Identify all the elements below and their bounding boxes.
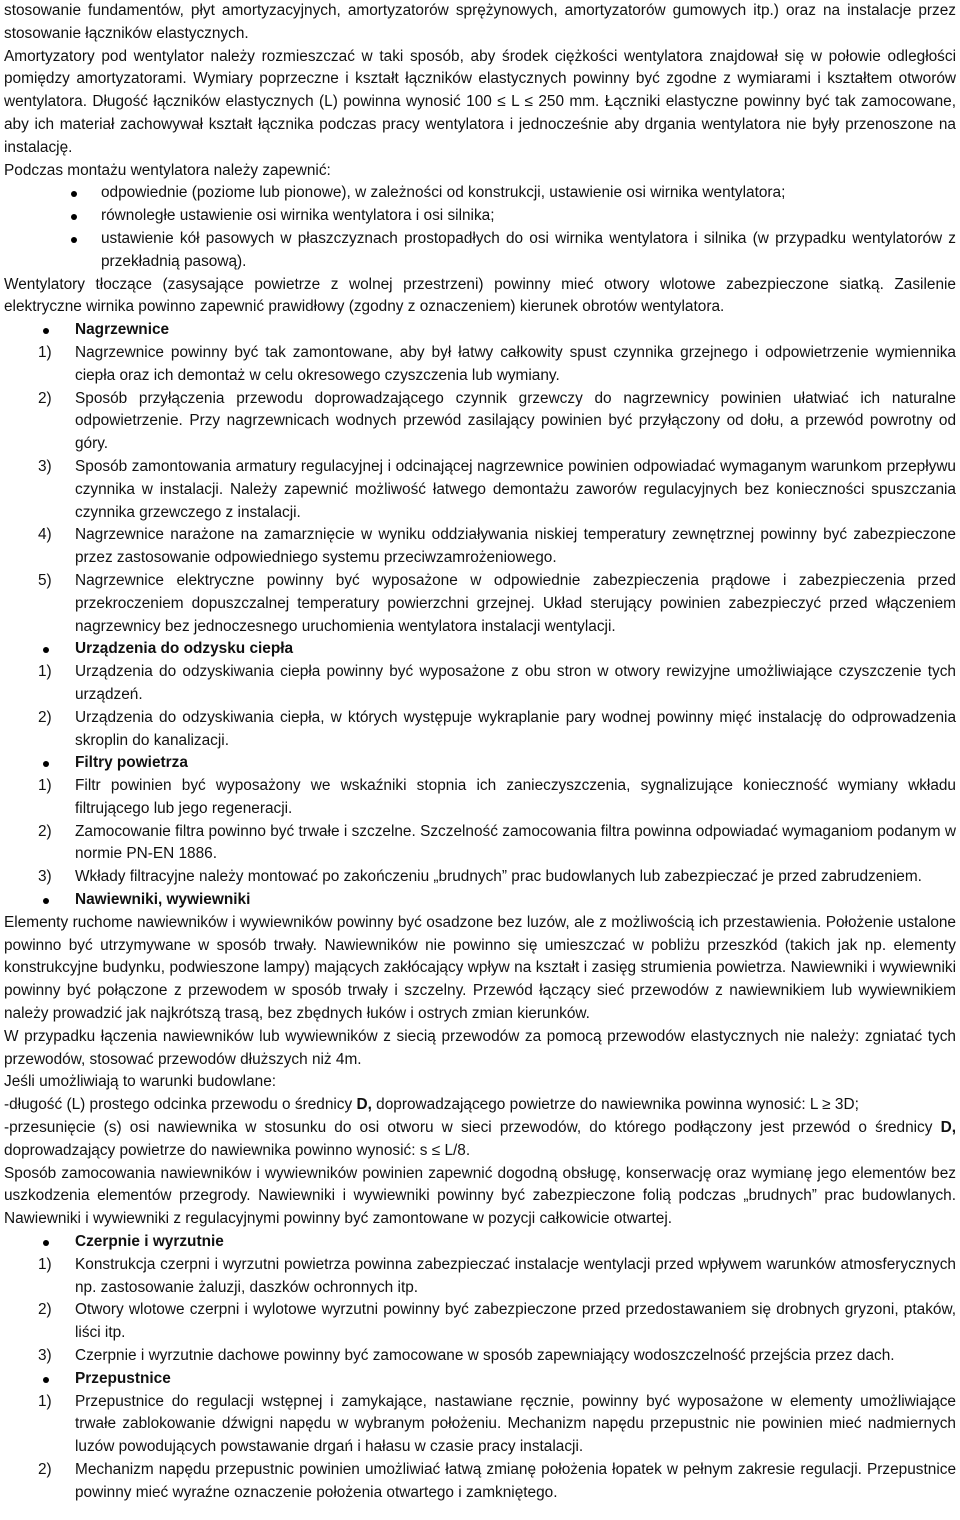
item-number: 3) [38, 1347, 52, 1365]
bullet-icon [43, 1377, 49, 1383]
item-number: 2) [38, 1461, 52, 1478]
section-heading-nagrzewnice [4, 319, 956, 342]
item-text: Nagrzewnice elektryczne powinny być wyposażone w odpowiednie zabezpieczenia prądowe i zabezpieczenia przed przekroczeniem dopuszczalnej temperatury powierzchni grzejnej. Układ sterujący powinien zabezpieczyć przed włączeniem nagrzewnicy bez jednoczesnego uruchomienia wentylatora instalacji wentylacji. [75, 571, 956, 635]
bullet-icon [43, 761, 49, 767]
list-item [4, 456, 956, 524]
condition-symbol: D, [356, 1096, 372, 1114]
list-item [4, 524, 956, 570]
bullet-text: odpowiednie (poziome lub pionowe), w zależności od konstrukcji, ustawienie osi wirnika wentylatora; [101, 184, 786, 202]
montage-bullet-1 [4, 182, 956, 205]
item-number: 3) [38, 868, 52, 886]
section-title: Nagrzewnice [75, 321, 170, 339]
condition-text: -przesunięcie (s) osi nawiewnika w stosunku do osi otworu w sieci przewodów, do którego podłączony jest przewód o średnicy [4, 1119, 941, 1137]
bullet-icon [71, 191, 77, 197]
list-item [4, 821, 956, 867]
intro-paragraph-3: Podczas montażu wentylatora należy zapewnić: [4, 161, 331, 179]
item-text: Urządzenia do odzyskiwania ciepła powinny być wyposażone z obu stron w otwory rewizyjne umożliwiające czyszczenie tych urządzeń. [75, 663, 956, 703]
item-text: Mechanizm napędu przepustnic powinien umożliwiać łatwą zmianę położenia łopatek w pełnym zakresie regulacji. Przepustnice powinny mieć wyraźne oznaczenie położenia otwartego i zamkniętego. [75, 1461, 956, 1501]
section-heading-czerpnie [4, 1231, 956, 1254]
item-number: 2) [38, 389, 52, 407]
item-number: 2) [38, 1301, 52, 1319]
item-number: 3) [38, 457, 52, 475]
list-item [4, 570, 956, 638]
item-text: Sposób zamontowania armatury regulacyjnej i odcinającej nagrzewnice powinien odpowiadać wymaganym warunkom przepływu czynnika w instalacji. Należy zapewnić możliwość łatwego demontażu zaworów regulacyjnych bez konieczności spuszczania czynnika grzewczego z instalacji. [75, 457, 956, 521]
section-heading-przepustnice [4, 1368, 956, 1391]
list-item [4, 1299, 956, 1345]
bullet-icon [71, 237, 77, 243]
list-item [4, 1345, 956, 1368]
list-item [4, 1459, 956, 1505]
condition-text: doprowadzającego powietrze do nawiewnika powinna wynosić: L ≥ 3D; [371, 1096, 859, 1114]
item-number: 1) [38, 777, 52, 795]
item-number: 4) [38, 526, 52, 544]
item-number: 1) [38, 663, 52, 681]
item-text: Urządzenia do odzyskiwania ciepła, w których występuje wykraplanie pary wodnej powinny mięć instalację do odprowadzenia skroplin do kanalizacji. [75, 708, 956, 749]
nawiewniki-offset-condition [4, 1117, 956, 1163]
condition-text: -długość (L) prostego odcinka przewodu o średnicy [4, 1096, 357, 1114]
condition-symbol: D, [940, 1119, 956, 1137]
nawiewniki-paragraph-3: Jeśli umożliwiają to warunki budowlane: [4, 1073, 277, 1091]
bullet-text: ustawienie kół pasowych w płaszczyznach prostopadłych do osi wirnika wentylatora i silnika (w przypadku wentylatorów z przekładnią pasową). [101, 229, 956, 270]
list-item [4, 1254, 956, 1300]
intro-paragraph-2: Amortyzatory pod wentylator należy rozmieszczać w taki sposób, aby środek ciężkości wentylatora znajdował się w połowie odległości pomiędzy amortyzatorami. Wymiary poprzeczne i kształt łączników elastycznych powinny być zgodne z wymiarami i kształtem otworów wentylatora. Długość łączników elastycznych (L) powinna wynosić 100 ≤ L ≤ 250 mm. Łączniki elastyczne powinny być tak zamocowane, aby ich materiał zachowywał kształt łącznika podczas pracy wentylatora i jednocześnie aby drgania wentylatora nie były przenoszone na instalację. [4, 47, 956, 156]
condition-text: doprowadzający powietrze do nawiewnika powinno wynosić: s ≤ L/8. [4, 1141, 471, 1159]
item-number: 1) [38, 343, 52, 361]
list-item [4, 866, 956, 889]
item-text: Otwory wlotowe czerpni i wylotowe wyrzutni powinny być zabezpieczone przed przedostawaniem się drobnych gryzoni, ptaków, liści itp. [75, 1301, 956, 1342]
list-item [4, 342, 956, 388]
section-title: Czerpnie i wyrzutnie [75, 1233, 224, 1251]
list-item [4, 775, 956, 821]
section-heading-nawiewniki [4, 889, 956, 912]
bullet-icon [43, 1240, 49, 1246]
nawiewniki-length-condition [4, 1094, 956, 1117]
section-title: Urządzenia do odzysku ciepła [75, 640, 294, 658]
item-text: Zamocowanie filtra powinno być trwałe i szczelne. Szczelność zamocowania filtra powinna odpowiadać wymaganiom podanym w normie PN-EN 1886. [75, 822, 956, 863]
section-heading-odzysk [4, 638, 956, 661]
list-item [4, 388, 956, 456]
bullet-icon [43, 898, 49, 904]
item-text: Sposób przyłączenia przewodu doprowadzającego czynnik grzewczy do nagrzewnicy powinien ułatwiać ich naturalne odpowietrzenie. Przy nagrzewnicach wodnych przewód zasilający powinien być przyłączony od dołu, a przewód powrotny od góry. [75, 389, 956, 453]
bullet-icon [43, 328, 49, 334]
list-item [4, 1391, 956, 1459]
item-text: Filtr powinien być wyposażony we wskaźniki stopnia ich zanieczyszczenia, sygnalizujące konieczność wymiany wkładu filtrującego lub jego regeneracji. [75, 777, 956, 817]
montage-bullet-2 [4, 205, 956, 228]
item-number: 2) [38, 822, 52, 840]
after-bullets-paragraph: Wentylatory tłoczące (zasysające powietrze z wolnej przestrzeni) powinny mieć otwory wlotowe zabezpieczone siatką. Zasilenie elektryczne wirnika powinno zapewnić prawidłowy (zgodny z oznaczeniem) kierunek obrotów wentylatora. [4, 275, 956, 316]
section-title: Nawiewniki, wywiewniki [75, 891, 251, 909]
item-text: Konstrukcja czerpni i wyrzutni powietrza powinna zabezpieczać instalacje wentylacji przed wpływem warunków atmosferycznych np. zastosowanie żaluzji, daszków ochronnych itp. [75, 1255, 956, 1296]
intro-paragraph-1: stosowanie fundamentów, płyt amortyzacyjnych, amortyzatorów sprężynowych, amortyzatorów gumowych itp.) oraz na instalacje przez stosowanie łączników elastycznych. [4, 2, 956, 42]
nawiewniki-paragraph-6: Sposób zamocowania nawiewników i wywiewników powinien zapewnić dogodną obsługę, konserwację oraz wymianę jego elementów bez uszkodzenia elementów przegrody. Nawiewniki i wywiewniki powinny być zabezpieczone folią podczas „brudnych” prac budowlanych. Nawiewniki i wywiewniki z regulacyjnymi powinny być zamontowane w pozycji całkowicie otwartej. [4, 1164, 956, 1228]
item-text: Przepustnice do regulacji wstępnej i zamykające, nastawiane ręcznie, powinny być wyposażone w elementy umożliwiające trwałe zablokowanie dźwigni napędu w wybranym położeniu. Mechanizm napędu przepustnic nie powinien mieć nadmiernych luzów powodujących powstawanie drgań i hałasu w czasie pracy instalacji. [75, 1392, 956, 1456]
item-number: 5) [38, 571, 52, 589]
montage-bullet-3 [4, 228, 956, 274]
item-number: 1) [38, 1392, 52, 1410]
section-heading-filtry [4, 752, 956, 775]
section-title: Filtry powietrza [75, 754, 188, 772]
item-text: Wkłady filtracyjne należy montować po zakończeniu „brudnych” prac budowlanych lub zabezpieczać je przed zabrudzeniem. [75, 868, 922, 886]
item-text: Czerpnie i wyrzutnie dachowe powinny być zamocowane w sposób zapewniający wodoszczelność przejścia przez dach. [75, 1347, 895, 1365]
item-text: Nagrzewnice powinny być tak zamontowane, aby był łatwy całkowity spust czynnika grzejnego i odpowietrzenie wymiennika ciepła oraz ich demontaż w celu okresowego czyszczenia lub wymiany. [75, 343, 956, 384]
item-text: Nagrzewnice narażone na zamarznięcie w wyniku oddziaływania niskiej temperatury zewnętrznej powinny być zabezpieczone przez zastosowanie odpowiedniego systemu przeciwzamrożeniowego. [75, 526, 956, 567]
list-item [4, 707, 956, 753]
nawiewniki-paragraph-1: Elementy ruchome nawiewników i wywiewników powinny być osadzone bez luzów, ale z możliwością ich przestawienia. Położenie ustalone powinno być utrzymywane w sposób trwały. Nawiewników nie powinno się umieszczać w pobliżu przeszkód (takich jak np. elementy konstrukcyjne budynku, podwieszone lampy) mających zakłócający wpływ na kształt i zasięg strumienia powietrza. Nawiewniki i wywiewniki powinny być połączone z przewodem w sposób trwały i szczelny. Przewód łączący sieć przewodów z nawiewnikiem lub wywiewnikiem należy prowadzić jak najkrótszą trasą, bez zbędnych łuków i ostrych zmian kierunków. [4, 913, 956, 1023]
bullet-text: równoległe ustawienie osi wirnika wentylatora i osi silnika; [101, 207, 495, 225]
bullet-icon [43, 647, 49, 653]
list-item [4, 661, 956, 707]
item-number: 2) [38, 708, 52, 726]
item-number: 1) [38, 1255, 52, 1273]
nawiewniki-paragraph-2: W przypadku łączenia nawiewników lub wywiewników z siecią przewodów za pomocą przewodów elastycznych nie należy: zgniatać tych przewodów, stosować przewodów dłuższych niż 4m. [4, 1027, 956, 1068]
bullet-icon [71, 214, 77, 220]
section-title: Przepustnice [75, 1369, 171, 1387]
